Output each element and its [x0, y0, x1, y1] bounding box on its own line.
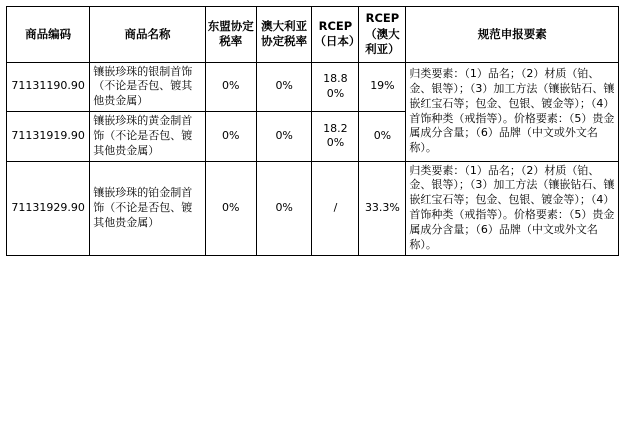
column-header-rcep-australia: RCEP（澳大利亚） [359, 7, 406, 63]
column-header-commodity-name: 商品名称 [90, 7, 205, 63]
cell-australia-rate: 0% [256, 161, 312, 255]
cell-declaration-elements: 归类要素：（1）品名；（2）材质（铂、金、银等）；（3）加工方法（镶嵌钻石、镶嵌红宝石等；包金、包银、镀金等）；（4）首饰种类（戒指等）。价格要素：（5）贵金属成分含量；（6）品牌（中文或外文名称）。 [406, 161, 619, 255]
table-header [7, 7, 619, 63]
cell-declaration-elements: 归类要素：（1）品名；（2）材质（铂、金、银等）；（3）加工方法（镶嵌钻石、镶嵌红宝石等；包金、包银、镀金等）；（4）首饰种类（戒指等）。价格要素：（5）贵金属成分含量；（6）品牌（中文或外文名称）。 [406, 62, 619, 161]
column-header-asean-rate: 东盟协定税率 [205, 7, 256, 63]
cell-rcep-australia: 33.3% [359, 161, 406, 255]
cell-commodity-code: 71131929.90 [7, 161, 90, 255]
cell-rcep-australia: 19% [359, 62, 406, 112]
cell-commodity-name: 镶嵌珍珠的铂金制首饰（不论是否包、镀其他贵金属） [90, 161, 205, 255]
table-row [7, 161, 619, 255]
document-sheet [0, 6, 625, 421]
cell-asean-rate: 0% [205, 161, 256, 255]
column-header-declaration-elements: 规范申报要素 [406, 7, 619, 63]
cell-asean-rate: 0% [205, 62, 256, 112]
cell-rcep-japan: / [312, 161, 359, 255]
cell-australia-rate: 0% [256, 112, 312, 162]
cell-asean-rate: 0% [205, 112, 256, 162]
column-header-commodity-code: 商品编码 [7, 7, 90, 63]
cell-commodity-name: 镶嵌珍珠的银制首饰（不论是否包、镀其他贵金属） [90, 62, 205, 112]
cell-commodity-code: 71131190.90 [7, 62, 90, 112]
cell-australia-rate: 0% [256, 62, 312, 112]
tariff-table [6, 6, 619, 256]
column-header-australia-rate: 澳大利亚协定税率 [256, 7, 312, 63]
column-header-rcep-japan: RCEP（日本） [312, 7, 359, 63]
table-row [7, 62, 619, 112]
table-body [7, 62, 619, 255]
cell-commodity-code: 71131919.90 [7, 112, 90, 162]
cell-rcep-japan: 18.20% [312, 112, 359, 162]
cell-rcep-australia: 0% [359, 112, 406, 162]
table-header-row [7, 7, 619, 63]
cell-rcep-japan: 18.80% [312, 62, 359, 112]
cell-commodity-name: 镶嵌珍珠的黄金制首饰（不论是否包、镀其他贵金属） [90, 112, 205, 162]
